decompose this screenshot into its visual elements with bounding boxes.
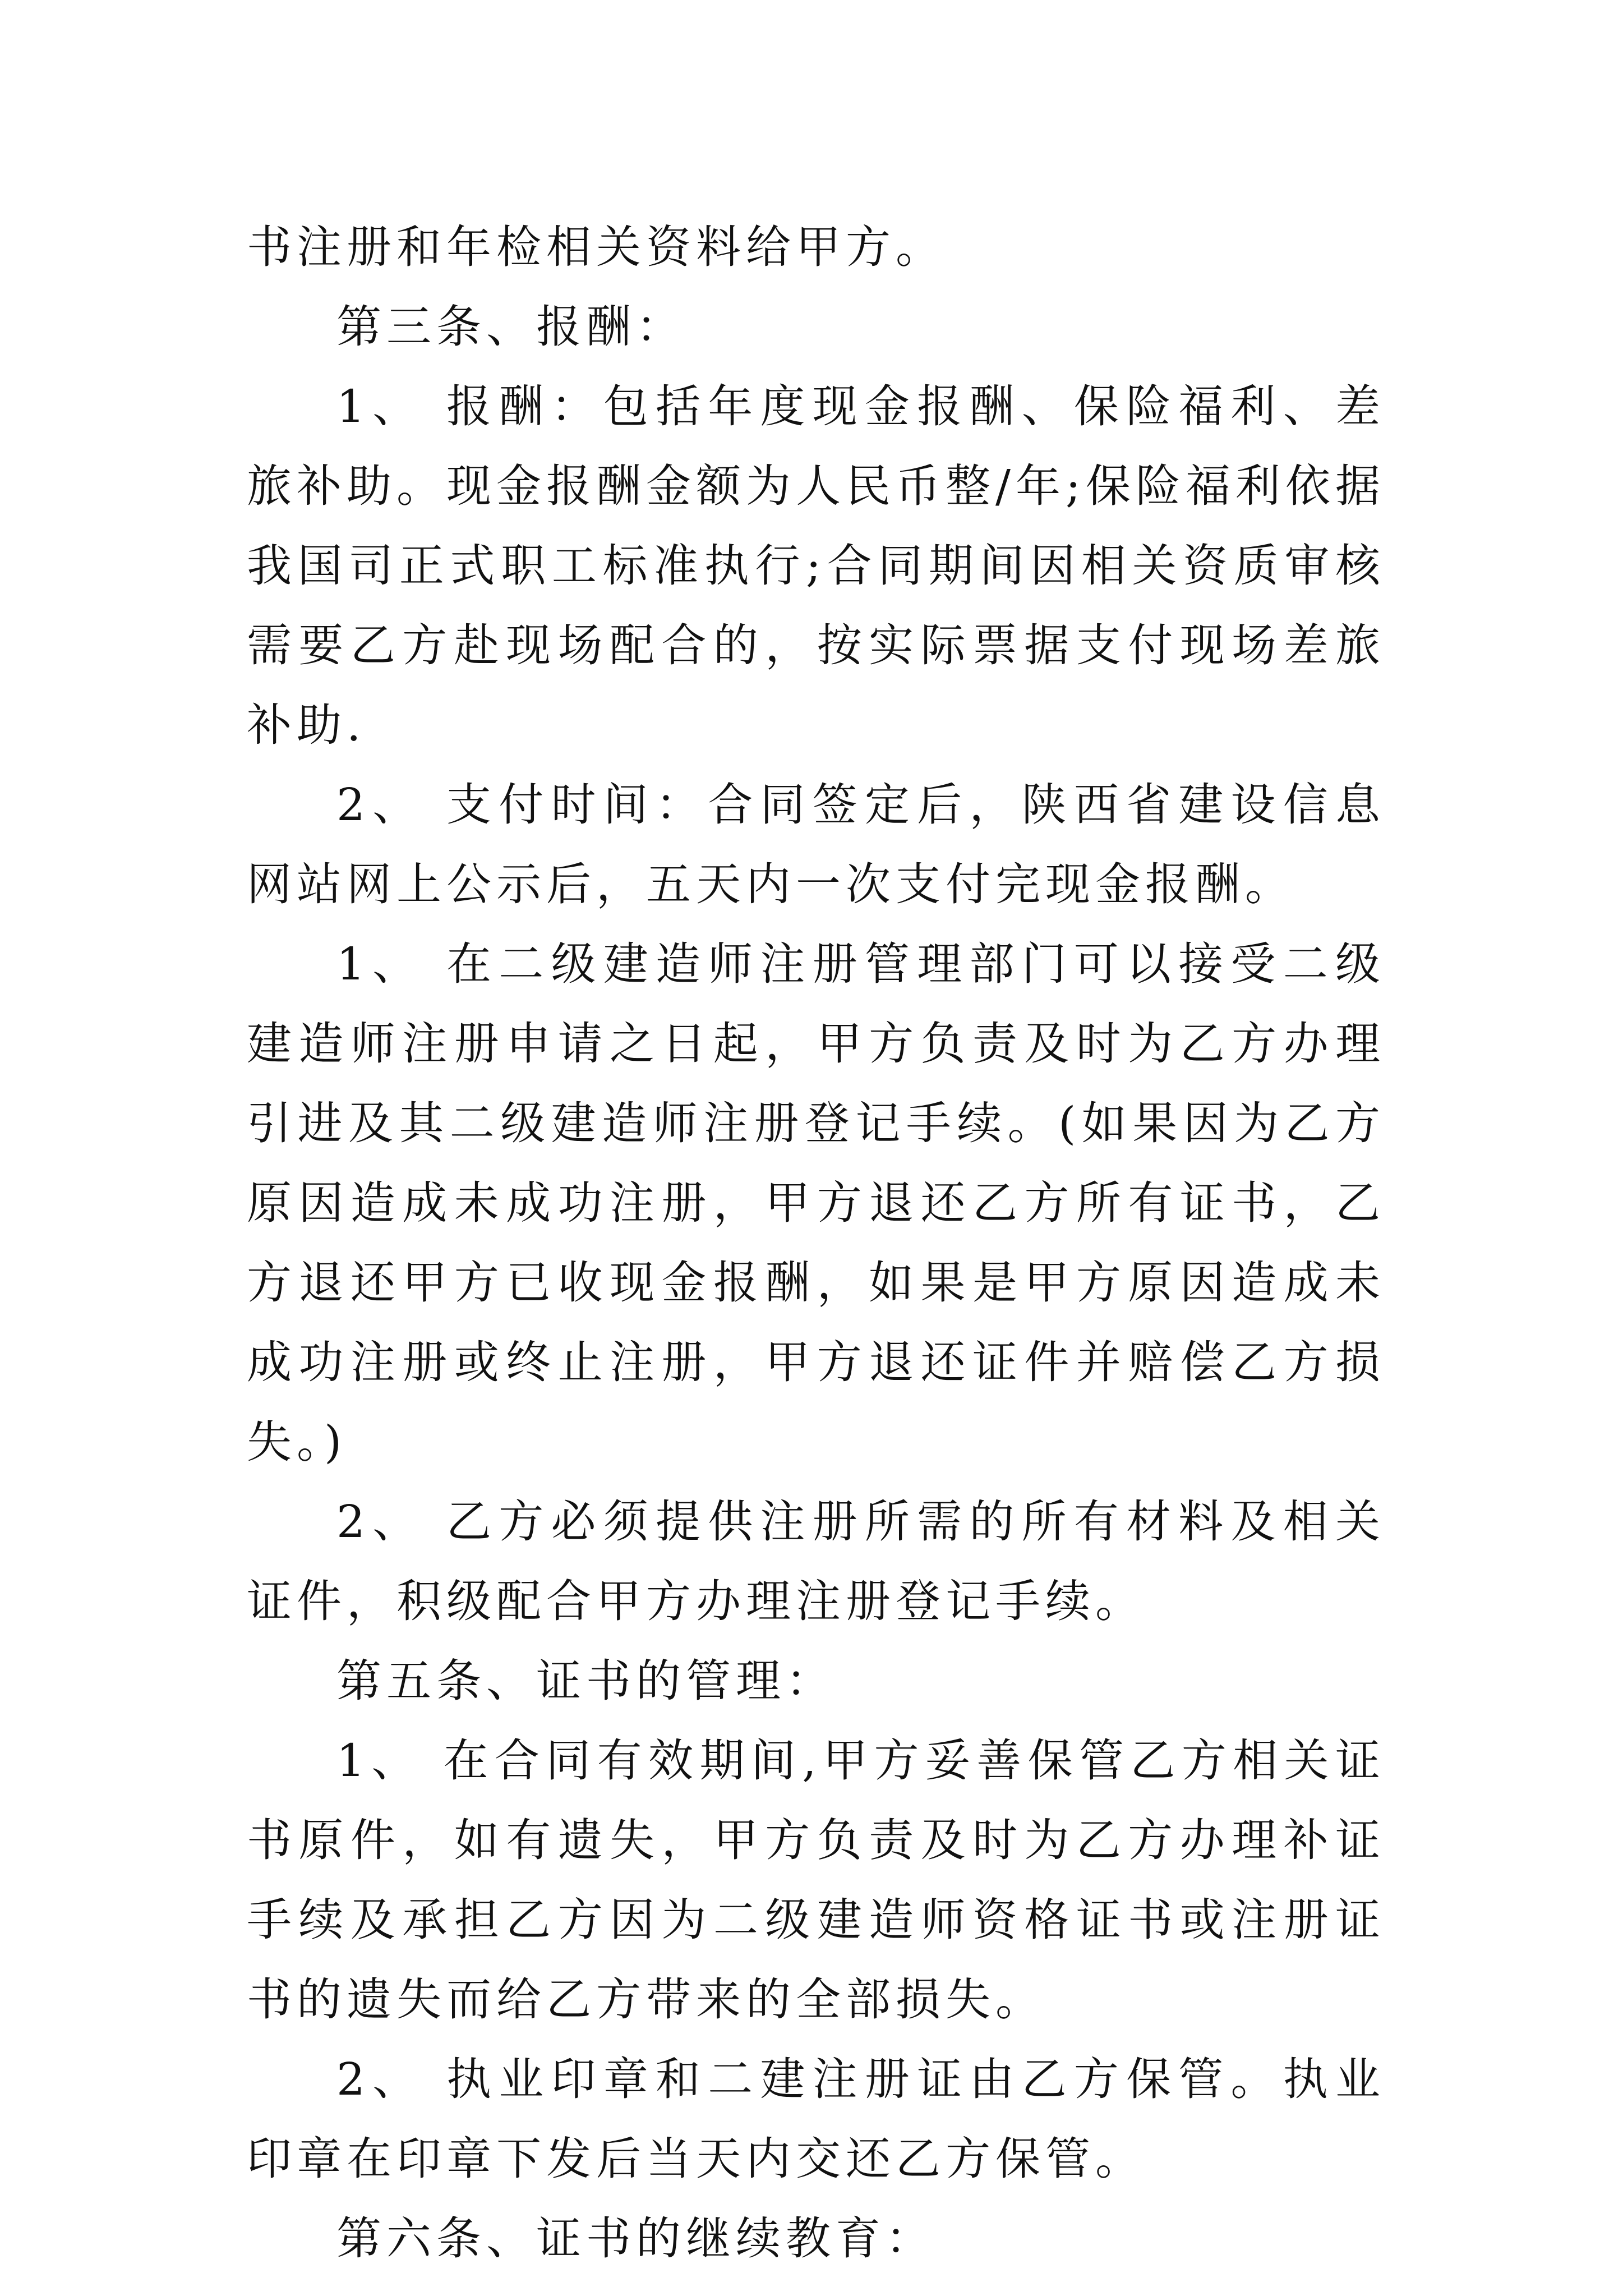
paragraph-remuneration: 1、 报酬：包括年度现金报酬、保险福利、差旅补助。现金报酬金额为人民币整/年;保险福利依据我国司正式职工标准执行;合同期间因相关资质审核需要乙方赴现场配合的，按实际票据支付现场差旅补助. — [247, 380, 1385, 751]
section-heading-3: 第三条、报酬： — [336, 301, 686, 353]
section-heading-6: 第六条、证书的继续教育： — [336, 2212, 935, 2265]
paragraph-seal-custody: 2、 执业印章和二建注册证由乙方保管。执业印章在印章下发后当天内交还乙方保管。 — [247, 2053, 1385, 2185]
section-heading-5: 第五条、证书的管理： — [336, 1655, 836, 1707]
paragraph-1: 书注册和年检相关资料给甲方。 — [247, 221, 946, 273]
paragraph-certificate-custody: 1、 在合同有效期间,甲方妥善保管乙方相关证书原件，如有遗失，甲方负责及时为乙方办理补证手续及承担乙方因为二级建造师资格证书或注册证书的遗失而给乙方带来的全部损失。 — [247, 1734, 1385, 2026]
paragraph-payment-time: 2、 支付时间：合同签定后，陕西省建设信息网站网上公示后，五天内一次支付完现金报酬。 — [247, 779, 1385, 910]
paragraph-materials: 2、 乙方必须提供注册所需的所有材料及相关证件，积级配合甲方办理注册登记手续。 — [247, 1496, 1385, 1627]
paragraph-registration: 1、 在二级建造师注册管理部门可以接受二级建造师注册申请之日起，甲方负责及时为乙方办理引进及其二级建造师注册登记手续。(如果因为乙方原因造成未成功注册，甲方退还乙方所有证书，乙方退还甲方已收现金报酬，如果是甲方原因造成未成功注册或终止注册，甲方退还证件并赔偿乙方损失。) — [247, 938, 1385, 1468]
document-body — [247, 208, 1385, 2279]
